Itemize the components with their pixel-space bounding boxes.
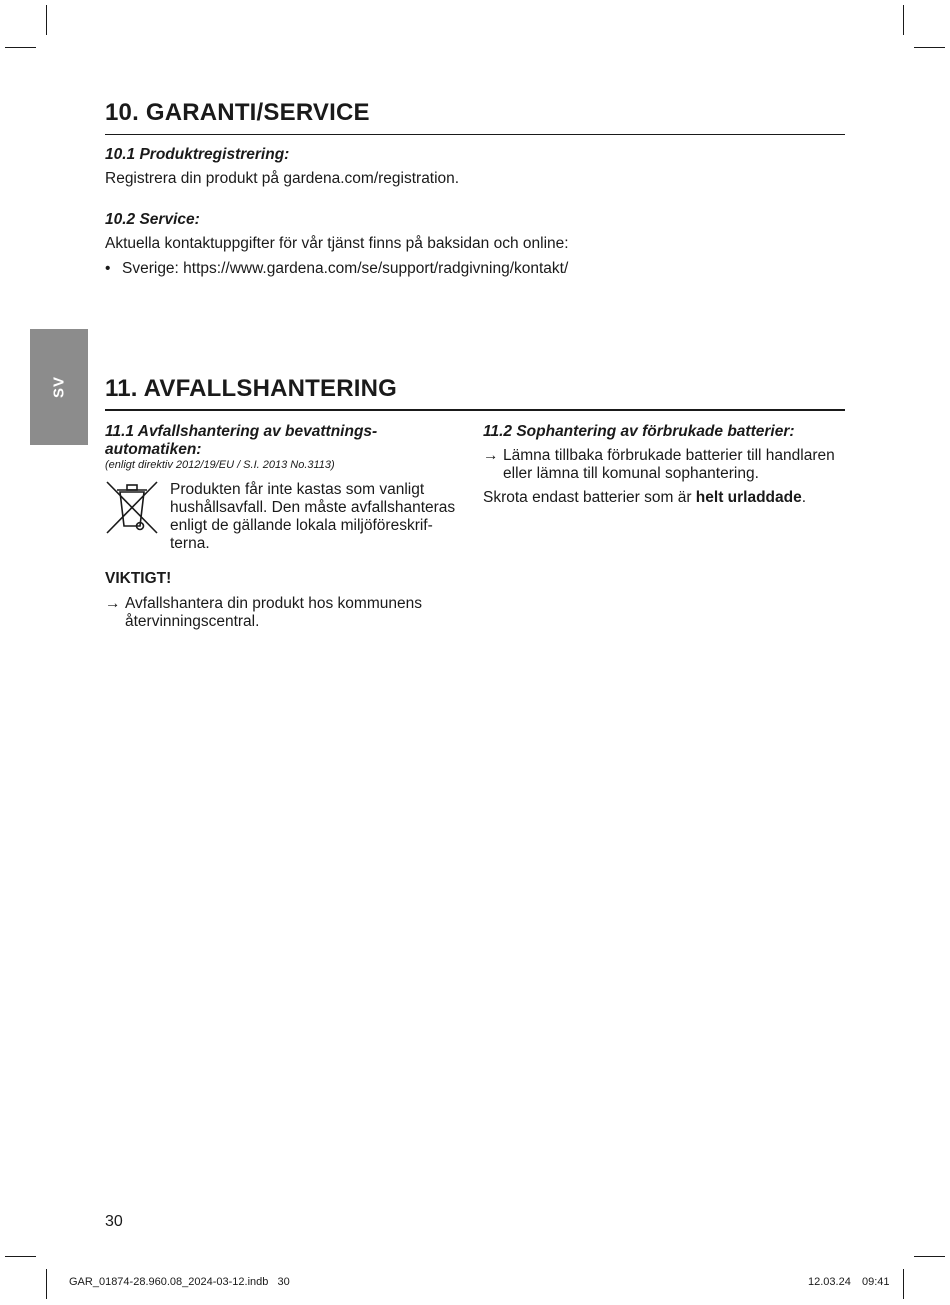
bullet-marker: • <box>105 260 111 277</box>
service-text: Aktuella kontaktuppgifter för vår tjänst finns på baksidan och online: <box>105 235 569 252</box>
battery-note-bold: helt urladdade <box>695 489 802 506</box>
subsection-11-1-title-line2: automatiken: <box>105 441 202 458</box>
language-tab <box>30 329 88 445</box>
disposal-text-line: hushållsavfall. Den måste avfallshanteras <box>170 499 456 516</box>
section-11-heading: 11. AVFALLSHANTERING <box>105 375 398 402</box>
disposal-text-line: enligt de gällande lokala miljöföreskrif- <box>170 517 433 534</box>
subsection-11-1-title <box>105 423 377 459</box>
crop-mark <box>5 47 36 48</box>
disposal-instruction-line2: återvinningscentral. <box>125 613 260 630</box>
important-label: VIKTIGT! <box>105 570 172 587</box>
crop-mark <box>46 1269 47 1299</box>
disposal-instruction <box>105 595 465 631</box>
footer-time: 09:41 <box>862 1276 890 1288</box>
section-10-heading: 10. GARANTI/SERVICE <box>105 99 370 126</box>
battery-note-prefix: Skrota endast batterier som är <box>483 489 696 506</box>
crop-mark <box>46 5 47 35</box>
disposal-text <box>170 481 460 553</box>
disposal-text-line: Produkten får inte kastas som vanligt <box>170 481 425 498</box>
section-10-rule <box>105 134 845 135</box>
footer-date: 12.03.24 <box>808 1276 851 1288</box>
registration-text: Registrera din produkt på gardena.com/registration. <box>105 170 460 187</box>
language-tab-label: SV <box>50 375 68 399</box>
disposal-instruction-line1: Avfallshantera din produkt hos kommunens <box>125 595 422 612</box>
subsection-10-1-title: 10.1 Produktregistrering: <box>105 146 290 163</box>
crop-mark <box>903 5 904 35</box>
crossed-out-wheelie-bin-icon <box>105 480 159 535</box>
battery-instruction-line2: eller lämna till komunal sophantering. <box>503 465 759 482</box>
section-11-rule <box>105 409 845 411</box>
crop-mark <box>914 47 945 48</box>
battery-note <box>483 489 806 507</box>
disposal-text-line: terna. <box>170 535 210 552</box>
service-bullet-text: Sverige: https://www.gardena.com/se/support/radgivning/kontakt/ <box>122 260 569 277</box>
subsection-10-2-title: 10.2 Service: <box>105 211 200 228</box>
battery-note-suffix: . <box>801 489 807 506</box>
arrow-right-icon: → <box>105 595 121 612</box>
crop-mark <box>903 1269 904 1299</box>
battery-instruction-line1: Lämna tillbaka förbrukade batterier till handlaren <box>503 447 835 464</box>
crop-mark <box>914 1256 945 1257</box>
page-number: 30 <box>105 1213 123 1230</box>
battery-instruction <box>483 447 848 483</box>
directive-note: (enligt direktiv 2012/19/EU / S.I. 2013 No.3113) <box>105 459 335 471</box>
subsection-11-2-title: 11.2 Sophantering av förbrukade batterier: <box>483 423 795 440</box>
subsection-11-1-title-line1: 11.1 Avfallshantering av bevattnings- <box>105 423 378 440</box>
service-bullet-item <box>105 260 568 278</box>
footer-file-info: GAR_01874-28.960.08_2024-03-12.indb 30 <box>69 1276 290 1288</box>
arrow-right-icon: → <box>483 447 499 464</box>
crop-mark <box>5 1256 36 1257</box>
